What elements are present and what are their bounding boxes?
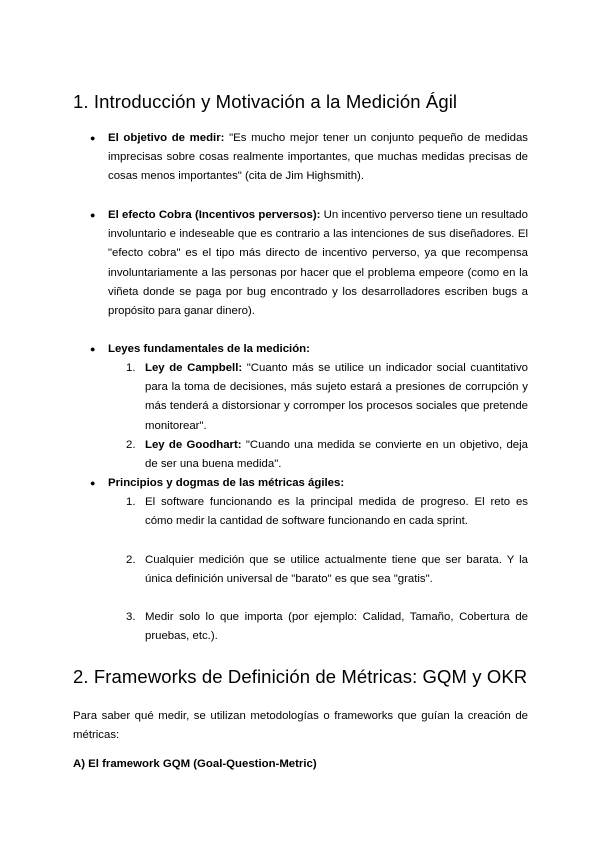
bullet-text: "Es mucho mejor tener un conjunto pequeño de medidas imprecisas sobre cosas realmente importantes, que muchas medidas precisas de cosas menos importantes" (cita de Jim Highsmith). [108, 132, 528, 183]
principle-text: El software funcionando es la principal medida de progreso. El reto es cómo medir la cantidad de software funcionando en cada sprint. [145, 496, 528, 528]
law-campbell [126, 359, 528, 436]
section-1-heading: 1. Introducción y Motivación a la Medición Ágil [73, 91, 458, 112]
gqm-subheading [73, 755, 528, 774]
principle-text: Cualquier medición que se utilice actualmente tiene que ser barata. Y la única definición universal de "barato" es que sea "gratis". [145, 554, 528, 586]
bullet-leyes [90, 340, 528, 359]
list-number: 3. [126, 611, 136, 623]
list-number: 2. [126, 554, 136, 566]
bullet-bold-label: El objetivo de medir: [108, 132, 225, 144]
bullet-text: Un incentivo perverso tiene un resultado involuntario e indeseable que es contrario a las intenciones de sus diseñadores. El "efecto cobra" es el tipo más directo de incentivo perverso, ya que recompensa involuntariamente a las personas por hacer que el problema empeore (como en la viñeta donde se paga por bug encontrado y los desarrolladores escriben bugs a propósito para ganar dinero). [108, 209, 528, 318]
bullet-icon: ● [90, 133, 96, 143]
law-text: "Cuanto más se utilice un indicador social cuantitativo para la toma de decisiones, más sujeto estará a presiones de corrupción y más tenderá a distorsionar y corromper los procesos sociales que pretende monitorear". [145, 362, 528, 432]
section-2-intro [73, 707, 528, 745]
law-bold-label: Ley de Goodhart: [145, 439, 242, 451]
bullet-objetivo [90, 129, 528, 187]
section-2-heading: 2. Frameworks de Definición de Métricas: GQM y OKR [73, 666, 528, 687]
principle-text: Medir solo lo que importa (por ejemplo: Calidad, Tamaño, Cobertura de pruebas, etc.). [145, 611, 528, 643]
intro-text: Para saber qué medir, se utilizan metodologías o frameworks que guían la creación de métricas: [73, 710, 528, 742]
bullet-bold-label: Leyes fundamentales de la medición: [108, 343, 310, 355]
bullet-icon: ● [90, 344, 96, 354]
list-number: 1. [126, 496, 136, 508]
principle-2 [126, 551, 528, 589]
bullet-icon: ● [90, 478, 96, 488]
law-goodhart [126, 436, 528, 474]
list-number: 1. [126, 362, 136, 374]
law-bold-label: Ley de Campbell: [145, 362, 243, 374]
bullet-efecto-cobra [90, 206, 528, 321]
principle-1 [126, 493, 528, 531]
law-text: "Cuando una medida se convierte en un objetivo, deja de ser una buena medida". [145, 439, 528, 471]
bullet-principios [90, 474, 528, 493]
gqm-subheading-text: A) El framework GQM (Goal-Question-Metric) [73, 758, 317, 770]
bullet-bold-label: El efecto Cobra (Incentivos perversos): [108, 209, 321, 221]
list-number: 2. [126, 439, 136, 451]
bullet-bold-label: Principios y dogmas de las métricas ágiles: [108, 477, 345, 489]
bullet-icon: ● [90, 210, 96, 220]
principle-3 [126, 608, 528, 646]
